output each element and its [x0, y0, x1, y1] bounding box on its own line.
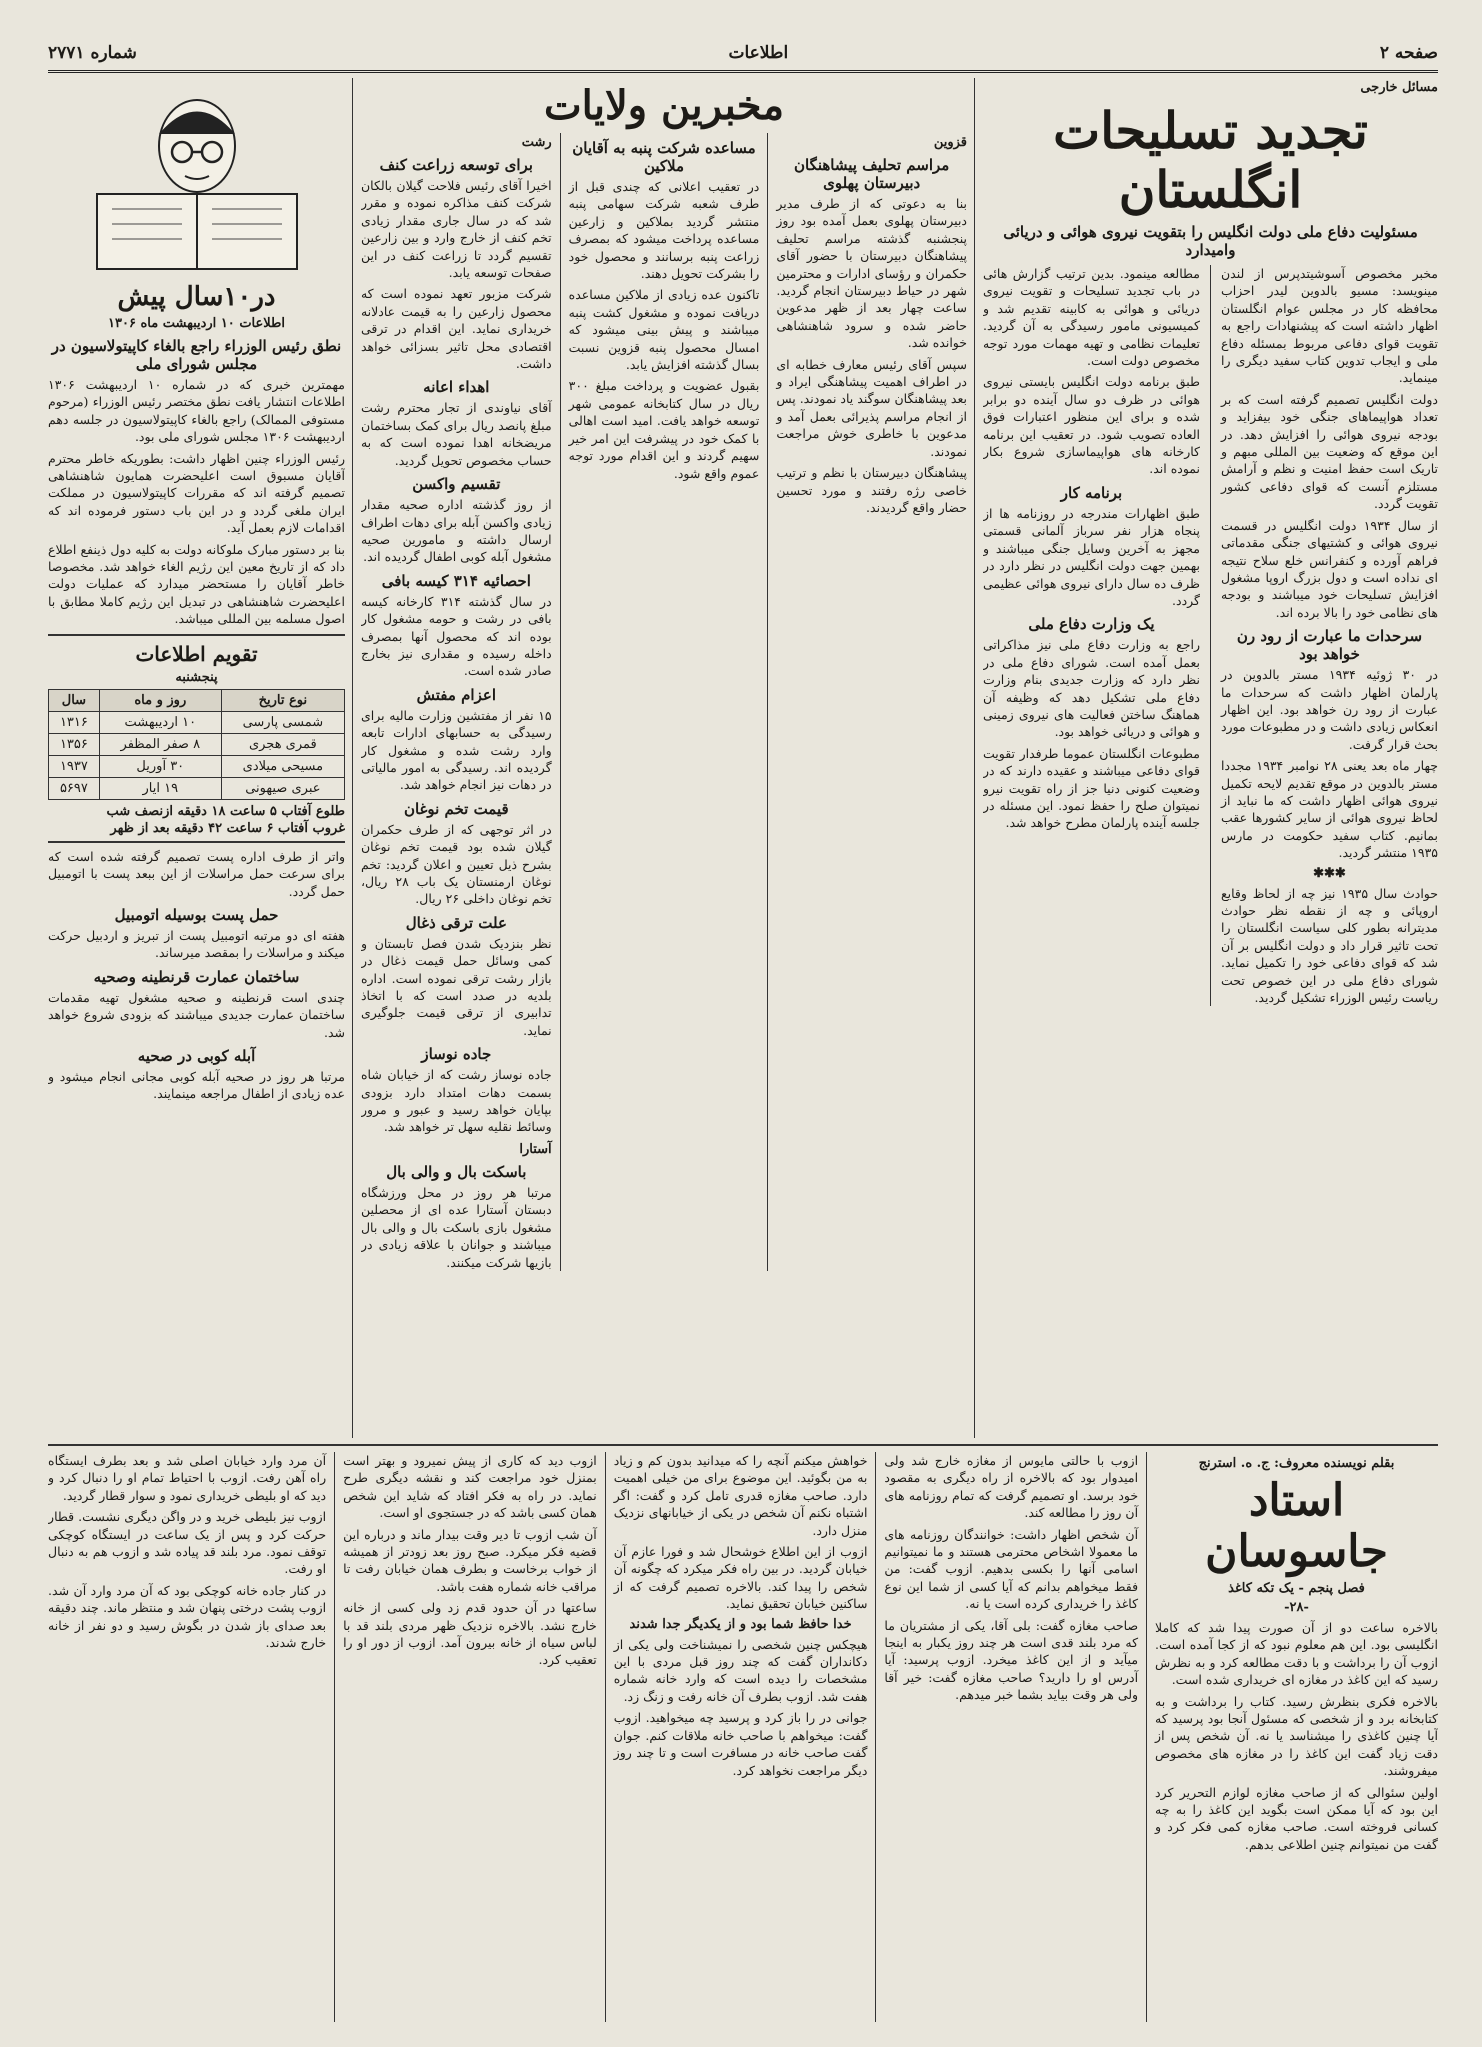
article-paragraph: از روز گذشته اداره صحیه مقدار زیادی واکسن آبله برای دهات اطراف ارسال داشته و مامورین صحیه مشغول آبله کوبی اطفال گردیده اند.	[361, 497, 552, 565]
sub-heading: قیمت تخم نوغان	[403, 799, 509, 818]
article-paragraph: بنا به دعوتی که از طرف مدیر دبیرستان پهلوی بعمل آمده بود روز پنجشنبه گذشته مراسم تحلیف پیشاهنگان دبیرستان با حضور آقای حکمران و رؤسای ادارات و محترمین شهر در حیاط دبیرستان انجام گردید. ساعت چهار بعد از ظهر مدعوین حاضر شده و سرود شاهنشاهی خوانده شد.	[776, 196, 967, 351]
column-rule	[767, 133, 768, 1271]
sub-heading: یک وزارت دفاع ملی	[1028, 615, 1155, 634]
calendar-title: تقویم اطلاعات	[135, 641, 258, 666]
calendar-weekday: پنجشنبه	[175, 669, 218, 685]
city-label-astara: آستارا	[519, 1141, 552, 1157]
article-paragraph: طبق اظهارات مندرجه در روزنامه ها از پنجاه هزار نفر سرباز آلمانی قسمتی مجهز به آخرین وسایل جنگی میباشند و بهمین جهت دولت انگلیس در نظر دارد در ظرف ده سال دارای نیروی هوائی عظیمی گردد.	[983, 505, 1200, 608]
foreign-section	[983, 78, 1438, 1438]
article-paragraph: اخیرا آقای رئیس فلاحت گیلان بالکان شرکت کنف مذاکره نموده و مقرر شد که در سال جاری مقدار زیادی تخم کنف از خارج وارد و بین زارعین تقسیم گردد تا زراعت کنف در این صفحات توسعه یابد.	[361, 178, 552, 281]
column-rule	[605, 1452, 606, 2022]
calendar-cell: ۱۳۱۶	[49, 711, 100, 733]
calendar-header: نوع تاریخ	[221, 689, 344, 711]
section-divider	[48, 1444, 1438, 1446]
sub-heading: سرحدات ما عبارت از رود رن خواهد بود	[1236, 627, 1423, 664]
calendar-cell: ۱۰ اردیبهشت	[99, 711, 221, 733]
newspaper-page	[48, 36, 1438, 2026]
calendar-cell: عبری صیهونی	[221, 777, 344, 799]
calendar-cell: ۸ صفر المظفر	[99, 733, 221, 755]
article-paragraph: مطالعه مینمود. بدین ترتیب گزارش هائی در باب تجدید تسلیحات و تقویت نیروی دریائی و هوائی به کابینه تقدیم شد و کمیسیونی مامور رسیدگی به آن گردید. تعلیمات نظامی و تهیه مهمات مورد توجه مخصوص دولت است.	[983, 266, 1200, 369]
column-rule	[875, 1452, 876, 2022]
article-paragraph: تاکنون عده زیادی از ملاکین مساعده دریافت نموده و مشغول کشت پنبه میباشند و پیش بینی میشود که امسال محصول پنبه قزوین نسبت بسال گذشته افزایش یابد.	[568, 287, 760, 373]
sub-heading: اعزام مفتش	[416, 685, 496, 704]
article-paragraph: بالاخره فکری بنظرش رسید. کتاب را برداشت و به کتابخانه برد و از شخصی که مسئول آنجا بود پرسید که آیا چنین کاغذی را میشناسد یا نه. آن شخص پس از دقت زیاد گفت این کاغذ را در مغازه های مخصوص میفروشند.	[1155, 1693, 1438, 1779]
city-label-qazvin: قزوین	[933, 135, 967, 150]
serial-column	[614, 1452, 868, 2022]
sub-heading: برای توسعه زراعت کنف	[379, 156, 533, 174]
page-header	[48, 36, 1438, 73]
article-paragraph: ساعتها در آن حدود قدم زد ولی کسی از خانه خارج نشد. بالاخره نزدیک ظهر مردی بلند قد با لباس سیاه از خانه بیرون آمد. ازوب از دور او را تعقیب کرد.	[343, 1600, 597, 1668]
sub-heading: آبله کوبی در صحیه	[137, 1046, 256, 1065]
article-paragraph: راجع به وزارت دفاع ملی نیز مذاکراتی بعمل آمده است. شورای دفاع ملی در نظر دارد که وزارت جدیدی بنام وزارت دفاع ملی تشکیل دهد که وظیفه آن هماهنگ ساختن فعالیت های نیروی زمینی و هوائی و دریائی خواهد بود.	[983, 637, 1200, 740]
article-paragraph: ازوب با حالتی مایوس از مغازه خارج شد ولی امیدوار بود که بالاخره از راه دیگری به مقصود خود برسد. او تصمیم گرفت که تمام روزنامه های آن روز را مطالعه کند.	[884, 1453, 1139, 1521]
serial-column	[884, 1452, 1138, 2022]
article-paragraph: در تعقیب اعلانی که چندی قبل از طرف شعبه شرکت سهامی پنبه منتشر گردید بملاکین و زارعین مساعده پرداخت میشود که بمصرف زراعت پنبه برسانند و محصول خود را بشرکت تحویل دهند.	[568, 179, 760, 282]
provinces-title: مخبرین ولایات	[544, 82, 784, 129]
sub-heading: اهداء اعانه	[423, 378, 490, 397]
sub-heading: مساعده شرکت پنبه به آقایان ملاکین	[572, 139, 756, 175]
provinces-section	[361, 78, 967, 1438]
serial-column	[1155, 1452, 1438, 2022]
article-paragraph: دولت انگلیس تصمیم گرفته است که بر تعداد هواپیماهای جنگی خود بیفزاید و بودجه نیروی هوائی را افزایش دهد. در این موقع که وضعیت بین المللی مبهم و تاریک است حفظ امنیت و نظم و آرامش مستلزم آنست که قوای دفاعی کشور تقویت گردد.	[1220, 391, 1438, 512]
reading-man-illustration	[87, 84, 307, 274]
history-date-line: اطلاعات ۱۰ اردیبهشت ماه ۱۳۰۶	[108, 316, 285, 331]
article-paragraph: جوانی در را باز کرد و پرسید چه میخواهید. ازوب گفت: میخواهم با صاحب خانه ملاقات کنم. جوان گفت صاحب خانه در مسافرت است و تا چند روز دیگر مراجعت نخواهد کرد.	[613, 1710, 868, 1778]
calendar-header: سال	[49, 689, 100, 711]
article-paragraph: چندی است قرنطینه و صحیه مشغول تهیه مقدمات ساختمان عمارت جدیدی میباشند که بزودی شروع خواهد شد.	[48, 989, 345, 1040]
article-paragraph: واتر از طرف اداره پست تصمیم گرفته شده است که برای سرعت حمل مراسلات از این ببعد پست با اتومبیل حمل گردد.	[48, 848, 345, 899]
history-section	[48, 78, 345, 1438]
foreign-column-right	[1221, 265, 1438, 1006]
sub-heading: مراسم تحلیف پیشاهنگان دبیرستان پهلوی	[794, 156, 950, 192]
serial-part: فصل پنجم - یک تکه کاغذ	[1228, 1581, 1365, 1596]
article-paragraph: در سال گذشته ۳۱۴ کارخانه کیسه بافی در رشت و حومه مشغول کار بوده اند که محصول آنها بمصرف داخله رسیده و مقداری نیز بخارج صادر شده است.	[361, 593, 552, 679]
article-paragraph: مهمترین خبری که در شماره ۱۰ اردیبهشت ۱۳۰۶ اطلاعات انتشار یافت نطق مختصر رئیس الوزراء (مرحوم مستوفی الممالک) راجع بالغاء کاپیتولاسیون در جلسه دهم اردیبهشت ۱۳۰۶ مجلس شورای ملی بود.	[48, 377, 345, 445]
serial-part-number: -۲۸-	[1284, 1600, 1309, 1615]
section-divider	[48, 634, 345, 636]
calendar-cell: قمری هجری	[221, 733, 344, 755]
calendar-cell: ۱۹ ایار	[99, 777, 221, 799]
sub-heading: جاده نوساز	[421, 1045, 492, 1064]
rasht-column	[361, 133, 552, 1271]
article-paragraph: در ۳۰ ژوئیه ۱۹۳۴ مستر بالدوین در پارلمان اظهار داشت که سرحدات ما عبارت از رود رن خواهد بود. این اظهار انعکاس زیادی داشت و در مطبوعات مورد بحث قرار گرفت.	[1220, 667, 1438, 752]
sub-heading: علت ترقی ذغال	[405, 913, 507, 932]
foreign-title: تجدید تسلیحات انگلستان	[1053, 101, 1368, 219]
calendar-header: روز و ماه	[99, 689, 221, 711]
article-paragraph: طبق برنامه دولت انگلیس بایستی نیروی هوائی در ظرف دو سال آینده دو برابر شده و برای این منظور اعتبارات فوق العاده تصویب شود. در تعقیب این برنامه کارخانه های هواپیماسازی شروع بکار نموده اند.	[983, 374, 1200, 477]
calendar-cell: ۳۰ آوریل	[99, 755, 221, 777]
city-label-rasht: رشت	[521, 135, 552, 150]
column-rule	[352, 78, 353, 1438]
column-rule	[974, 78, 975, 1438]
column-rule	[560, 133, 561, 1271]
calendar-cell: ۱۳۵۶	[49, 733, 100, 755]
sub-heading: احصائیه ۳۱۴ کیسه بافی	[381, 571, 531, 590]
foreign-column-left	[983, 265, 1200, 1006]
sunrise-line: طلوع آفتاب ۵ ساعت ۱۸ دقیقه ازنصف شب	[106, 803, 345, 819]
article-paragraph: آن مرد وارد خیابان اصلی شد و بعد بطرف ایستگاه راه آهن رفت. ازوب با احتیاط تمام او را دنبال کرد و دید که او بلیطی خریداری نمود و سوار قطار گردید.	[48, 1453, 327, 1503]
serial-column	[48, 1452, 326, 2022]
article-paragraph: هفته ای دو مرتبه اتومبیل پست از تبریز و اردبیل حرکت میکند و مراسلات را بمقصد میرساند.	[48, 927, 345, 961]
article-paragraph: هیچکس چنین شخصی را نمیشناخت ولی یکی از دکانداران گفت که چند روز قبل مردی با این مشخصات را دیده است که وارد خانه شماره هفت شد. ازوب بطرف آن خانه رفت و زنگ زد.	[613, 1636, 868, 1704]
sub-heading: تقسیم واکسن	[412, 475, 501, 494]
article-paragraph: ازوب نیز بلیطی خرید و در واگن دیگری نشست. قطار حرکت کرد و پس از یک ساعت در ایستگاه کوچکی توقف نمود. مرد بلند قد پیاده شد و ازوب هم به دنبال او رفت.	[48, 1509, 327, 1577]
qazvin-column-left	[569, 133, 760, 1271]
serial-author: بقلم نویسنده معروف: ج. ه. استرنج	[1198, 1456, 1395, 1471]
paper-name: اطلاعات	[728, 43, 789, 63]
article-paragraph: در اثر توجهی که از طرف حکمران گیلان شده بود قیمت تخم نوغان بشرح ذیل تعیین و اعلان گردید: تخم نوغان ارمنستان یک باب ۲۸ ریال، تخم نوغان داخلی ۲۶ ریال.	[361, 821, 552, 907]
sub-heading: برنامه کار	[1060, 483, 1123, 502]
article-paragraph: از سال ۱۹۳۴ دولت انگلیس در قسمت نیروی هوائی و کشتیهای جنگی مقدماتی فراهم آورده و کنفرانس خلع سلاح نتیجه ای نداده است و دول بزرگ اروپا مشغول افزایش تسلیحات خود میباشند و بودجه های نظامی خود را بالا برده اند.	[1220, 517, 1438, 620]
article-paragraph: آن شخص اظهار داشت: خوانندگان روزنامه های ما معمولا اشخاص محترمی هستند و ما نمیتوانیم اسامی آنها را بکسی بدهیم. ازوب گفت: من فقط میخواهم بدانم که آیا کسی از شما این نوع کاغذ را خریداری کرده است یا نه.	[884, 1526, 1139, 1612]
section-kicker: مسائل خارجی	[1360, 80, 1438, 95]
article-paragraph: خواهش میکنم آنچه را که میدانید بدون کم و زیاد به من بگوئید. این موضوع برای من خیلی اهمیت دارد. صاحب مغازه قدری تامل کرد و گفت: اگر اشتباه نکنم آن شخص در یکی از خیابانهای نزدیک منزل دارد.	[613, 1453, 868, 1538]
article-paragraph: بنا بر دستور مبارک ملوکانه دولت به کلیه دول ذینفع اطلاع داد که از تاریخ معین این رژیم الغاء خواهد شد. مخصوصا خاطر آقایان را مستحضر میدارد که عملیات دولت اعلیحضرت شاهنشاهی در تبدیل این رژیم کاملا مطابق با اصول مسلمه بین المللی میباشد.	[48, 541, 345, 627]
section-divider	[48, 841, 345, 843]
calendar-cell: ۱۹۳۷	[49, 755, 100, 777]
article-paragraph: جاده نوساز رشت که از خیابان شاه بسمت دهات امتداد دارد بزودی بپایان خواهد رسید و عبور و مرور وسائط نقلیه سهل تر خواهد شد.	[361, 1067, 552, 1135]
page-number: صفحه ۲	[1379, 43, 1438, 63]
article-paragraph: مخبر مخصوص آسوشیتدپرس از لندن مینویسد: مسیو بالدوین لیدر احزاب محافظه کار در مجلس عوام انگلستان اظهار داشته است که پیشنهادات راجع به تقویت قوای دفاعی مربوط بمسئله دفاع ملی و ایجاب تدوین کتاب سفید دیگری را مینماید.	[1220, 266, 1438, 386]
article-paragraph: مطبوعات انگلستان عموما طرفدار تقویت قوای دفاعی میباشند و عقیده دارند که در وضعیت کنونی دنیا جز از راه تقویت نیرو نمیتوان صلح را حفظ نمود. این مسئله در جلسه آینده پارلمان مطرح خواهد شد.	[983, 745, 1200, 831]
section-ornament: ✱✱✱	[1313, 865, 1346, 881]
article-paragraph: ۱۵ نفر از مفتشین وزارت مالیه برای رسیدگی به حسابهای ادارات تابعه وارد رشت شده و مشغول کار گردیده اند. رسیدگی به امور مالیاتی در دهات نیز انجام خواهد شد.	[361, 707, 552, 793]
article-paragraph: حوادث سال ۱۹۳۵ نیز چه از لحاظ وقایع اروپائی و چه از نقطه نظر حوادث مدیترانه بطور کلی سیاست انگلستان را تحت تاثیر قرار داد و دولت انگلیس بر آن شد که قوای دفاعی خود را تکمیل نماید. شورای دفاع ملی در این خصوص تحت ریاست رئیس الوزراء تشکیل گردید.	[1220, 885, 1438, 1006]
article-paragraph: سپس آقای رئیس معارف خطابه ای در اطراف اهمیت پیشاهنگی ایراد و بعد پیشاهنگان سوگند یاد نمودند. پس از انجام مراسم پذیرائی بعمل آمد و مدعوین با خاطری خوش مراجعت نمودند.	[776, 356, 967, 459]
sub-heading: ساختمان عمارت قرنطینه وصحیه	[93, 967, 300, 986]
article-paragraph: اولین سئوالی که از صاحب مغازه لوازم التحریر کرد این بود که آیا ممکن است بگوید این کاغذ را به چه کسانی فروخته است. صاحب مغازه کمی فکر کرد و گفت من نمیتوانم چنین اطلاعی بدهم.	[1155, 1784, 1438, 1852]
calendar-cell: مسیحی میلادی	[221, 755, 344, 777]
sub-heading: نطق رئیس الوزراء راجع بالغاء کاپیتولاسیون در مجلس شورای ملی	[51, 337, 342, 373]
foreign-subtitle: مسئولیت دفاع ملی دولت انگلیس را بتقویت نیروی هوائی و دریائی وامیدارد	[1003, 223, 1418, 259]
sunset-line: غروب آفتاب ۶ ساعت ۴۲ دقیقه بعد از ظهر	[110, 820, 345, 836]
column-rule	[1210, 265, 1211, 1006]
article-paragraph: آقای نیاوندی از تجار محترم رشت مبلغ پانصد ریال برای کمک بساختمان مریضخانه اهدا نموده است که به حساب مخصوص تحویل گردید.	[361, 400, 552, 468]
article-paragraph: مرتبا هر روز در صحیه آبله کوبی مجانی انجام میشود و عده زیادی از اطفال مراجعه مینمایند.	[48, 1068, 345, 1102]
article-paragraph: پیشاهنگان دبیرستان با نظم و ترتیب خاصی رژه رفتند و مورد تحسین حضار واقع گردیدند.	[776, 465, 967, 515]
article-paragraph: رئیس الوزراء چنین اظهار داشت: بطوریکه خاطر محترم آقایان مسبوق است اعلیحضرت همایون شاهنشاهی تصمیم گرفته اند که مقررات کاپیتولاسیون در مملکت ایران ملغی گردد و در این باب دستور فرموده اند که اقدامات لازم بعمل آید.	[48, 450, 345, 536]
article-paragraph: ازوب دید که کاری از پیش نمیرود و بهتر است بمنزل خود مراجعت کند و نقشه دیگری طرح نماید. در راه به فکر افتاد که شاید این شخص همان کسی باشد که در جستجوی او است.	[343, 1453, 597, 1521]
article-paragraph: شرکت مزبور تعهد نموده است که محصول زارعین را به قیمت عادلانه خریداری نماید. این اقدام در ترقی اقتصادی محل تاثیر بسزائی خواهد داشت.	[361, 286, 552, 372]
article-paragraph: نظر بنزدیک شدن فصل تابستان و کمی وسائل حمل قیمت ذغال در بازار رشت ترقی نموده است. اداره بلدیه در صدد است که با اتخاذ تدابیری از ترقی قیمت جلوگیری نماید.	[361, 935, 552, 1038]
article-paragraph: در کنار جاده خانه کوچکی بود که آن مرد وارد آن شد. ازوب پشت درختی پنهان شد و منتظر ماند. چند دقیقه بعد صدای باز شدن در بگوش رسید و دو نفر از خانه خارج شدند.	[48, 1582, 327, 1651]
article-paragraph: مرتبا هر روز در محل ورزشگاه دبستان آستارا عده ای از محصلین مشغول بازی باسکت بال و والی بال میباشند و جوانان با علاقه زیادی در بازیها شرکت میکنند.	[361, 1184, 552, 1270]
column-rule	[334, 1452, 335, 2022]
serial-title: استاد جاسوسان	[1205, 1475, 1388, 1577]
article-paragraph: ازوب از این اطلاع خوشحال شد و فورا عازم آن خیابان گردید. در بین راه فکر میکرد که چگونه آن شخص را پیدا کند. بالاخره تصمیم گرفت که از ساکنین خیابان تحقیق نماید.	[613, 1544, 868, 1612]
calendar-cell: شمسی پارسی	[221, 711, 344, 733]
calendar-cell: ۵۶۹۷	[49, 777, 100, 799]
sub-heading: حمل پست بوسیله اتومبیل	[114, 905, 279, 924]
serial-column	[343, 1452, 597, 2022]
article-paragraph: بقبول عضویت و پرداخت مبلغ ۳۰۰ ریال در سال کتابخانه عمومی شهر توسعه خواهد یافت. امید است اهالی با کمک خود در پیشرفت این امر خیر سهیم گردند و این اقدام مورد توجه عموم واقع شود.	[568, 378, 760, 481]
serial-section	[48, 1452, 1438, 2022]
serial-center-line: خدا حافظ شما بود و از یکدیگر جدا شدند	[629, 1616, 852, 1632]
sub-heading: باسکت بال و والی بال	[386, 1162, 527, 1181]
article-paragraph: بالاخره ساعت دو از آن صورت پیدا شد که کاملا انگلیسی بود. این هم معلوم نبود که از کجا آمده است. ازوب آن را برداشت و با دقت مطالعه کرد و به نظرش رسید که این کاغذ در مغازه ای خریداری شده است.	[1155, 1620, 1438, 1688]
article-paragraph: چهار ماه بعد یعنی ۲۸ نوامبر ۱۹۳۴ مجددا مستر بالدوین در موقع تقدیم لایحه تکمیل نیروی هوائی اظهار داشت که ما نباید از لحاظ نیروی هوائی از سایر کشورها عقب بمانیم. کتاب سفید حکومت در مارس ۱۹۳۵ منتشر گردید.	[1220, 758, 1438, 861]
qazvin-column-right	[776, 133, 967, 1271]
article-paragraph: آن شب ازوب تا دیر وقت بیدار ماند و درباره این قضیه فکر میکرد. صبح روز بعد زودتر از همیشه از خواب برخاست و بطرف همان خیابان رفت تا مراقب خانه شماره هفت باشد.	[343, 1526, 597, 1594]
column-rule	[1146, 1452, 1147, 2022]
calendar-table	[48, 689, 345, 800]
article-paragraph: صاحب مغازه گفت: بلی آقا، یکی از مشتریان ما که مرد بلند قدی است هر چند روز یکبار به اینجا میآید و از این کاغذ میخرد. ازوب پرسید: آیا آدرس او را دارید؟ صاحب مغازه گفت: خیر آقا ولی هر وقت بیاید بشما خبر میدهم.	[884, 1617, 1139, 1703]
issue-number: شماره ۲۷۷۱	[48, 43, 137, 63]
history-title: در۱۰سال پیش	[117, 282, 276, 312]
